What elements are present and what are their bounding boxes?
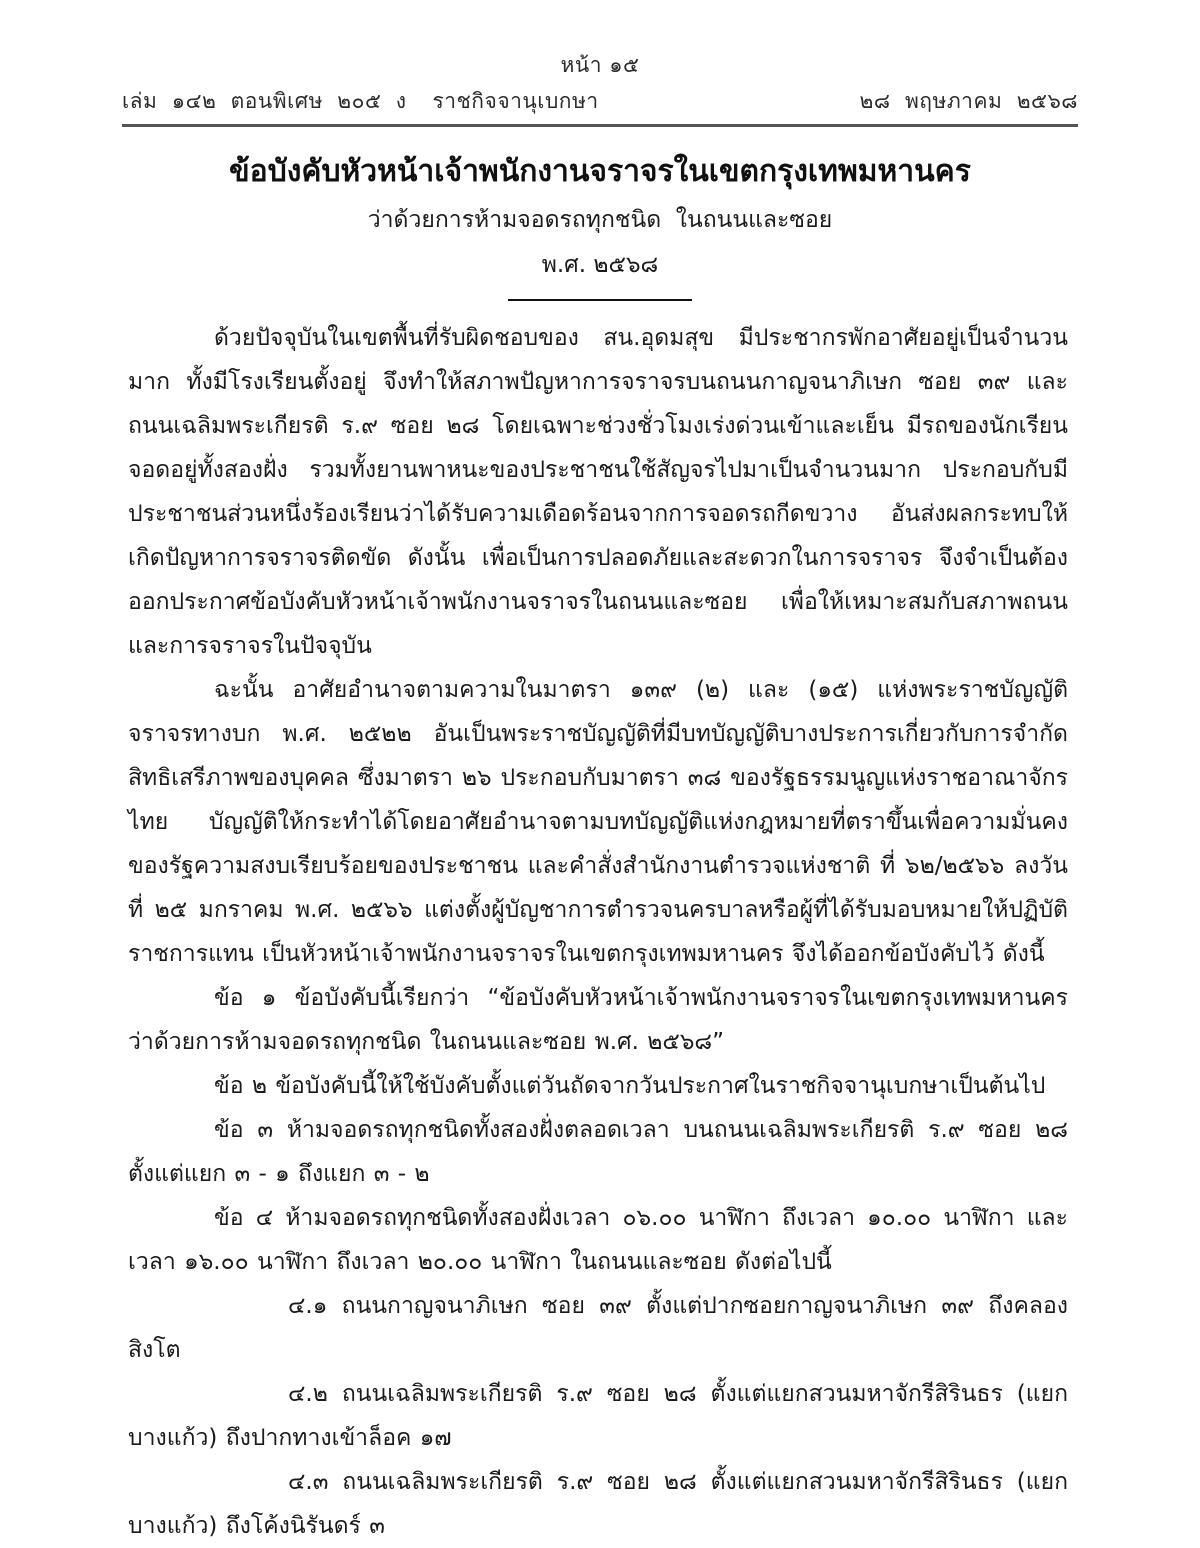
subclause-4-3: ๔.๓ ถนนเฉลิมพระเกียรติ ร.๙ ซอย ๒๘ ตั้งแต่แยกสวนมหาจักรีสิรินธร (แยกบางแก้ว) ถึงโค้งนิรันดร์ ๓ (128, 1469, 1068, 1539)
subclause-4-1: ๔.๑ ถนนกาญจนาภิเษก ซอย ๓๙ ตั้งแต่ปากซอยกาญจนาภิเษก ๓๙ ถึงคลองสิงโต (128, 1293, 1068, 1363)
preamble-paragraph: ด้วยปัจจุบันในเขตพื้นที่รับผิดชอบของ สน.อุดมสุข มีประชากรพักอาศัยอยู่เป็นจำนวนมาก ทั้งมีโรงเรียนตั้งอยู่ จึงทำให้สภาพปัญหาการจราจรบนถนนกาญจนาภิเษก ซอย ๓๙ และถนนเฉลิมพระเกียรติ ร.๙ ซอย ๒๘ โดยเฉพาะช่วงชั่วโมงเร่งด่วนเข้าและเย็น มีรถของนักเรียนจอดอยู่ทั้งสองฝั่ง รวมทั้งยานพาหนะของประชาชนใช้สัญจรไปมาเป็นจำนวนมาก ประกอบกับมีประชาชนส่วนหนึ่งร้องเรียนว่าได้รับความเดือดร้อนจากการจอดรถกีดขวาง อันส่งผลกระทบให้เกิดปัญหาการจราจรติดขัด ดังนั้น เพื่อเป็นการปลอดภัยและสะดวกในการจราจร จึงจำเป็นต้องออกประกาศข้อบังคับหัวหน้าเจ้าพนักงานจราจรในถนนและซอย เพื่อให้เหมาะสมกับสภาพถนนและการจราจรในปัจจุบัน (128, 325, 1068, 659)
header-row (122, 85, 1078, 118)
gazette-running-head (122, 52, 1078, 135)
title-divider (508, 299, 692, 301)
publication-date: ๒๘ พฤษภาคม ๒๕๖๘ (859, 89, 1078, 114)
document-subtitle: ว่าด้วยการห้ามจอดรถทุกชนิด ในถนนและซอย (367, 206, 833, 233)
document-body (128, 316, 1068, 1548)
header-divider (122, 124, 1078, 127)
title-block (0, 152, 1200, 301)
clause-2: ข้อ ๒ ข้อบังคับนี้ให้ใช้บังคับตั้งแต่วันถัดจากวันประกาศในราชกิจจานุเบกษาเป็นต้นไป (214, 1073, 1046, 1099)
clause-4: ข้อ ๔ ห้ามจอดรถทุกชนิดทั้งสองฝั่งเวลา ๐๖.๐๐ นาฬิกา ถึงเวลา ๑๐.๐๐ นาฬิกา และเวลา ๑๖.๐๐ นาฬิกา ถึงเวลา ๒๐.๐๐ นาฬิกา ในถนนและซอย ดังต่อไปนี้ (128, 1205, 1068, 1275)
authority-paragraph: ฉะนั้น อาศัยอำนาจตามความในมาตรา ๑๓๙ (๒) และ (๑๕) แห่งพระราชบัญญัติจราจรทางบก พ.ศ. ๒๕๒๒ อันเป็นพระราชบัญญัติที่มีบทบัญญัติบางประการเกี่ยวกับการจำกัดสิทธิเสรีภาพของบุคคล ซึ่งมาตรา ๒๖ ประกอบกับมาตรา ๓๘ ของรัฐธรรมนูญแห่งราชอาณาจักรไทย บัญญัติให้กระทำได้โดยอาศัยอำนาจตามบทบัญญัติแห่งกฎหมายที่ตราขึ้นเพื่อความมั่นคงของรัฐความสงบเรียบร้อยของประชาชน และคำสั่งสำนักงานตำรวจแห่งชาติ ที่ ๖๒/๒๕๖๖ ลงวันที่ ๒๕ มกราคม พ.ศ. ๒๕๖๖ แต่งตั้งผู้บัญชาการตำรวจนครบาลหรือผู้ที่ได้รับมอบหมายให้ปฏิบัติราชการแทน เป็นหัวหน้าเจ้าพนักงานจราจรในเขตกรุงเทพมหานคร จึงได้ออกข้อบังคับไว้ ดังนี้ (128, 677, 1068, 967)
document-year: พ.ศ. ๒๕๖๘ (541, 251, 659, 278)
clause-1: ข้อ ๑ ข้อบังคับนี้เรียกว่า “ข้อบังคับหัวหน้าเจ้าพนักงานจราจรในเขตกรุงเทพมหานคร ว่าด้วยการห้ามจอดรถทุกชนิด ในถนนและซอย พ.ศ. ๒๕๖๘” (128, 985, 1068, 1055)
volume-issue-label: เล่ม ๑๔๒ ตอนพิเศษ ๒๐๕ ง (122, 89, 407, 114)
publication-name: ราชกิจจานุเบกษา (432, 89, 599, 114)
document-title: ข้อบังคับหัวหน้าเจ้าพนักงานจราจรในเขตกรุงเทพมหานคร (229, 154, 971, 189)
subclause-4-2: ๔.๒ ถนนเฉลิมพระเกียรติ ร.๙ ซอย ๒๘ ตั้งแต่แยกสวนมหาจักรีสิรินธร (แยกบางแก้ว) ถึงปากทางเข้าล็อค ๑๗ (128, 1381, 1068, 1451)
page-number-label: หน้า ๑๕ (560, 53, 640, 77)
clause-3: ข้อ ๓ ห้ามจอดรถทุกชนิดทั้งสองฝั่งตลอดเวลา บนถนนเฉลิมพระเกียรติ ร.๙ ซอย ๒๘ ตั้งแต่แยก ๓ - ๑ ถึงแยก ๓ - ๒ (128, 1117, 1068, 1187)
